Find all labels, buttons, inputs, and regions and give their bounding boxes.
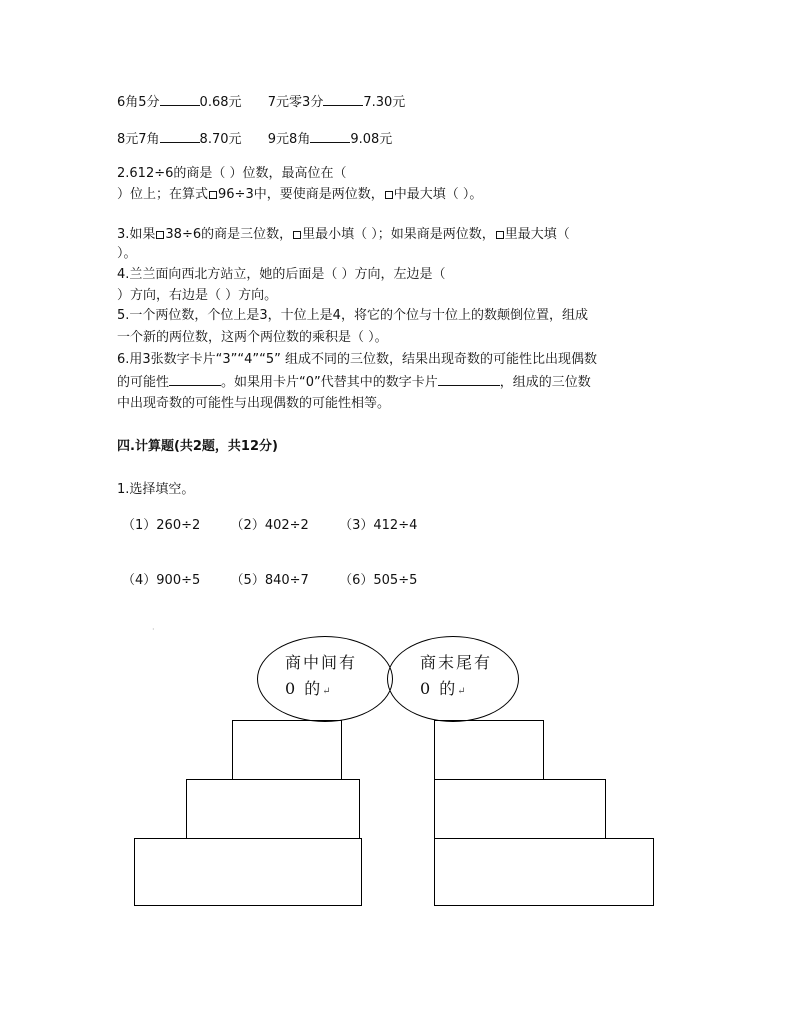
question-4-line-1: 4.兰兰面向西北方站立，她的后面是（ ）方向，左边是（: [117, 267, 446, 282]
answer-blank[interactable]: [160, 129, 200, 143]
compare-right-item: 0.68元: [199, 95, 242, 110]
question-text: 96÷3中，要使商是两位数，: [218, 187, 384, 202]
right-answer-box-bottom[interactable]: [434, 838, 654, 906]
calc-row-2: [122, 571, 417, 591]
answer-blank[interactable]: [169, 372, 221, 386]
compare-left-item: 8元7角: [117, 132, 160, 147]
division-expression: 402÷2: [264, 518, 309, 533]
left-answer-box-middle[interactable]: [186, 779, 360, 839]
question-text: 里最小填（ ）；如果商是两位数，: [302, 227, 495, 242]
item-number: （6）: [339, 573, 374, 588]
return-mark-icon: ↵: [322, 686, 333, 697]
right-oval-label-line-1: 商末尾有: [420, 653, 493, 672]
compare-right-item: 7.30元: [363, 95, 406, 110]
calc-question-title: 1.选择填空。: [117, 482, 195, 497]
item-number: （3）: [339, 518, 374, 533]
question-3-line-1: [117, 225, 570, 245]
blank-square-icon: [209, 191, 217, 199]
item-number: （4）: [122, 573, 157, 588]
compare-row-2: [117, 129, 392, 150]
compare-left-item: 7元零3分: [267, 95, 324, 110]
question-3-line-2: ）。: [117, 246, 137, 261]
question-text: 38÷6的商是三位数，: [165, 227, 293, 242]
item-number: （5）: [230, 573, 265, 588]
right-oval-label-line-2: [420, 677, 468, 704]
oval-label-text: 0 的: [420, 679, 458, 698]
question-text: 里最大填（: [504, 227, 570, 242]
right-answer-box-middle[interactable]: [434, 779, 606, 839]
question-text: 中最大填（ ）。: [393, 187, 483, 202]
blank-square-icon: [156, 231, 164, 239]
answer-blank[interactable]: [160, 92, 200, 106]
return-mark-icon: ↵: [457, 686, 468, 697]
question-5-line-2: 一个新的两位数，这两个两位数的乘积是（ ）。: [117, 330, 388, 345]
question-6-line-3: 中出现奇数的可能性与出现偶数的可能性相等。: [117, 396, 391, 411]
scan-dot: ·: [152, 625, 155, 634]
blank-square-icon: [385, 191, 393, 199]
compare-left-item: 6角5分: [117, 95, 160, 110]
item-number: （2）: [230, 518, 265, 533]
division-expression: 900÷5: [156, 573, 201, 588]
question-6-line-1: 6.用3张数字卡片“3”“4”“5” 组成不同的三位数，结果出现奇数的可能性比出现偶数: [117, 352, 598, 367]
left-oval-label-line-2: [285, 677, 333, 704]
compare-right-item: 8.70元: [199, 132, 242, 147]
blank-square-icon: [293, 231, 301, 239]
compare-right-item: 9.08元: [350, 132, 393, 147]
question-4-line-2: ）方向，右边是（ ）方向。: [117, 288, 278, 303]
question-text: 的可能性: [117, 375, 170, 390]
left-oval-label-line-1: 商中间有: [285, 653, 358, 672]
left-answer-box-bottom[interactable]: [134, 838, 362, 906]
blank-square-icon: [496, 231, 504, 239]
question-text: 3.如果: [117, 227, 156, 242]
left-answer-box-top[interactable]: [232, 720, 342, 780]
question-6-line-2: [117, 372, 591, 393]
answer-blank[interactable]: [323, 92, 363, 106]
question-2-line-2: [117, 185, 482, 205]
question-text: ，组成的三位数: [499, 375, 591, 390]
division-expression: 840÷7: [264, 573, 309, 588]
division-expression: 412÷4: [373, 518, 418, 533]
answer-blank[interactable]: [310, 129, 350, 143]
compare-left-item: 9元8角: [267, 132, 311, 147]
item-number: （1）: [122, 518, 157, 533]
question-2-line-1: 2.612÷6的商是（ ）位数，最高位在（: [117, 166, 347, 181]
answer-blank[interactable]: [438, 372, 500, 386]
compare-row-1: [117, 92, 405, 113]
question-text: ）位上；在算式: [117, 187, 209, 202]
calc-row-1: [122, 516, 417, 536]
section-title: 四.计算题(共2题，共12分): [117, 439, 278, 454]
question-text: 。如果用卡片“0”代替其中的数字卡片: [221, 375, 438, 390]
question-5-line-1: 5.一个两位数，个位上是3，十位上是4，将它的个位与十位上的数颠倒位置，组成: [117, 308, 588, 323]
division-expression: 505÷5: [373, 573, 418, 588]
division-expression: 260÷2: [156, 518, 201, 533]
oval-label-text: 0 的: [285, 679, 323, 698]
right-answer-box-top[interactable]: [434, 720, 544, 780]
